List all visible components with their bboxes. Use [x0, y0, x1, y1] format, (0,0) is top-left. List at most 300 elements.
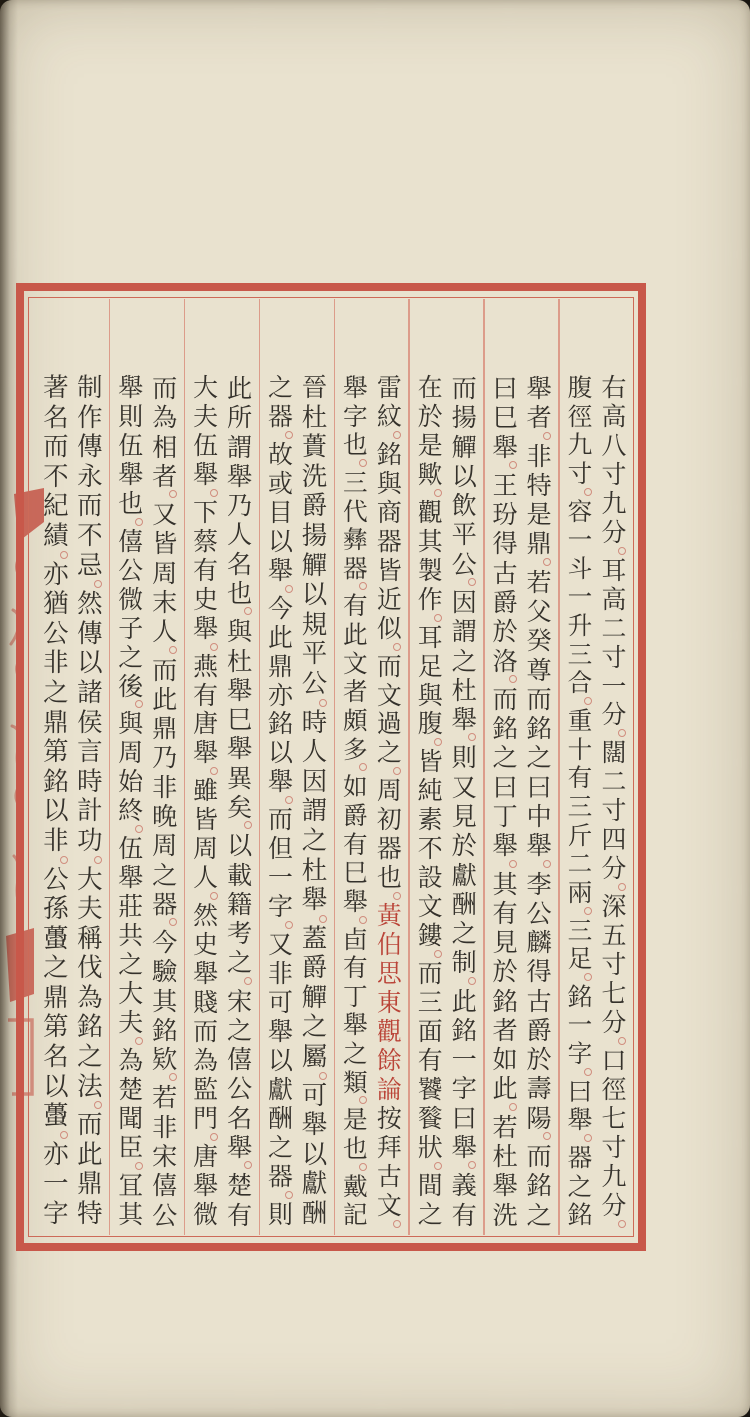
han-character: 舉 — [193, 613, 219, 643]
punctuation-circle — [244, 1161, 252, 1169]
han-character: 之 — [567, 1171, 593, 1201]
han-character: 共 — [118, 921, 144, 951]
han-character: 字 — [268, 892, 293, 922]
han-character: 公 — [526, 898, 552, 928]
han-character: 舉 — [451, 1133, 477, 1163]
han-character: 銘 — [152, 1015, 178, 1045]
han-character: 因 — [301, 766, 328, 797]
han-character: 見 — [492, 928, 518, 958]
han-character: 耳 — [417, 622, 443, 652]
punctuation-circle — [509, 675, 517, 683]
han-character: 容 — [567, 496, 593, 526]
han-character: 與 — [118, 709, 144, 739]
punctuation-circle — [618, 883, 626, 891]
han-character: 而 — [77, 1110, 103, 1141]
han-character: 則 — [268, 1199, 293, 1229]
punctuation-circle — [584, 973, 592, 981]
han-character: 非 — [43, 825, 69, 856]
han-character: 作 — [417, 584, 443, 614]
han-character: 分 — [601, 517, 627, 547]
han-character: 文 — [343, 648, 368, 678]
han-character: 字 — [451, 1074, 477, 1104]
text-column-14 — [114, 374, 148, 1230]
han-character: 冝 — [118, 1170, 144, 1200]
han-character: 鼎 — [43, 982, 69, 1013]
punctuation-circle — [319, 1072, 327, 1080]
han-character: 晚 — [152, 801, 178, 831]
han-character: 者 — [526, 403, 552, 433]
han-character: 之 — [268, 1132, 293, 1162]
punctuation-circle — [319, 915, 327, 923]
han-character: 亦 — [268, 680, 293, 710]
han-character: 三 — [567, 639, 593, 669]
han-character: 屬 — [301, 1042, 328, 1073]
han-character: 按 — [376, 1103, 402, 1133]
han-character: 亦 — [43, 1139, 69, 1170]
han-character: 大 — [193, 373, 219, 402]
han-character: 周 — [376, 776, 402, 806]
han-character: 四 — [601, 825, 627, 855]
han-character: 舉 — [343, 1010, 368, 1040]
han-character: 鏤 — [417, 921, 443, 951]
han-character: 銘 — [492, 714, 518, 744]
text-column-2 — [563, 374, 597, 1230]
han-character: 銘 — [43, 766, 69, 797]
han-character: 法 — [77, 1071, 103, 1102]
han-character: 也 — [343, 430, 368, 460]
han-character: 與 — [417, 680, 443, 710]
han-character: 皆 — [193, 805, 219, 835]
han-character: 公 — [43, 618, 69, 649]
han-character: 三 — [417, 988, 443, 1018]
column-rule-line — [334, 299, 335, 1235]
han-character: 以 — [301, 1139, 328, 1170]
han-character: 此 — [343, 620, 368, 650]
han-character: 觶 — [301, 982, 328, 1013]
han-character: 舉 — [193, 1170, 219, 1200]
han-character: 分 — [601, 1190, 627, 1220]
han-character: 莊 — [118, 892, 144, 922]
han-character: 揚 — [301, 520, 328, 551]
han-character: 然 — [193, 901, 219, 931]
han-character: 觶 — [301, 550, 328, 581]
han-character: 若 — [492, 1112, 518, 1142]
han-character: 曰 — [567, 1076, 593, 1106]
han-character: 舉 — [227, 1133, 253, 1163]
han-character: 著 — [43, 373, 69, 403]
han-character: 曰 — [451, 1103, 477, 1133]
han-character: 鼎 — [152, 714, 178, 744]
han-character: 以 — [77, 648, 103, 679]
han-character: 李 — [526, 869, 552, 899]
han-character: 不 — [417, 834, 443, 864]
han-character: 洗 — [301, 461, 328, 492]
han-character: 觀 — [417, 497, 443, 527]
han-character: 夫 — [193, 401, 219, 431]
han-character: 酬 — [268, 1103, 293, 1133]
punctuation-circle — [468, 578, 476, 586]
han-character: 僖 — [152, 1171, 178, 1201]
han-character: 有 — [343, 953, 368, 983]
han-character: 狀 — [417, 1132, 443, 1162]
han-character: 孫 — [43, 894, 69, 925]
han-character: 尊 — [526, 655, 552, 685]
punctuation-circle — [210, 767, 218, 775]
han-character: 子 — [118, 613, 144, 643]
han-character: 觀 — [376, 1017, 402, 1047]
han-character: 公 — [227, 1074, 253, 1104]
han-character: 但 — [268, 834, 293, 864]
han-character: 頗 — [343, 706, 368, 736]
han-character: 之 — [227, 948, 253, 978]
han-character: 若 — [526, 567, 552, 597]
han-character: 與 — [227, 617, 253, 647]
han-character: 者 — [343, 677, 368, 707]
han-character: 酬 — [301, 1199, 328, 1230]
han-character: 舉 — [193, 738, 219, 768]
han-character: 之 — [43, 953, 69, 984]
punctuation-circle — [509, 1103, 517, 1111]
han-character: 不 — [43, 461, 69, 492]
han-character: 制 — [451, 948, 477, 978]
han-character: 饕 — [417, 1074, 443, 1104]
han-character: 器 — [152, 889, 178, 919]
han-character: 者 — [492, 1015, 518, 1045]
han-character: 舉 — [301, 1110, 328, 1141]
punctuation-circle — [434, 738, 442, 746]
han-character: 素 — [417, 805, 443, 835]
han-character: 一 — [268, 863, 293, 893]
han-character: 永 — [77, 461, 103, 492]
han-character: 舉 — [268, 555, 293, 585]
han-character: 於 — [492, 957, 518, 987]
han-character: 今 — [268, 593, 293, 623]
han-character: 又 — [268, 930, 293, 960]
han-character: 餘 — [376, 1045, 402, 1075]
han-character: 舉 — [227, 675, 253, 705]
han-character: 周 — [118, 738, 144, 768]
han-character: 而 — [526, 1142, 552, 1172]
han-character: 八 — [601, 430, 627, 460]
han-character: 臣 — [118, 1132, 144, 1162]
han-character: 銘 — [268, 709, 293, 739]
han-character: 功 — [77, 825, 103, 856]
punctuation-circle — [618, 729, 626, 737]
punctuation-circle — [393, 892, 401, 900]
punctuation-circle — [393, 767, 401, 775]
han-character: 中 — [526, 801, 552, 831]
han-character: 時 — [301, 707, 328, 738]
han-character: 銘 — [526, 1171, 552, 1201]
han-character: 謂 — [227, 432, 253, 462]
han-character: 九 — [601, 488, 627, 518]
han-character: 於 — [451, 831, 477, 861]
han-character: 人 — [193, 863, 219, 893]
han-character: 洛 — [492, 646, 518, 676]
han-character: 故 — [268, 439, 293, 469]
han-character: 分 — [601, 700, 627, 730]
han-character: 謂 — [451, 617, 477, 647]
han-character: 也 — [376, 863, 402, 893]
punctuation-circle — [135, 700, 143, 708]
punctuation-circle — [60, 1131, 68, 1139]
han-character: 純 — [417, 776, 443, 806]
han-character: 銘 — [492, 986, 518, 1016]
han-character: 一 — [567, 582, 593, 612]
han-character: 飲 — [451, 491, 477, 521]
han-character: 器 — [376, 834, 402, 864]
han-character: 可 — [301, 1080, 328, 1111]
han-character: 寸 — [601, 796, 627, 826]
han-character: 舉 — [118, 373, 144, 402]
han-character: 非 — [268, 959, 293, 989]
han-character: 稱 — [77, 923, 103, 954]
han-character: 微 — [193, 1199, 219, 1229]
han-character: 而 — [193, 1017, 219, 1047]
han-character: 有 — [193, 555, 219, 585]
han-character: 聞 — [118, 1103, 144, 1133]
han-character: 十 — [567, 734, 593, 764]
han-character: 見 — [451, 801, 477, 831]
han-character: 以 — [268, 526, 293, 556]
column-rule-line — [184, 299, 185, 1235]
han-character: 舉 — [268, 767, 293, 797]
han-character: 舉 — [193, 959, 219, 989]
han-character: 一 — [451, 1045, 477, 1075]
han-character: 是 — [343, 1105, 368, 1135]
han-character: 楚 — [227, 1171, 253, 1201]
punctuation-circle — [285, 796, 293, 804]
han-character: 所 — [227, 403, 253, 433]
han-character: 其 — [417, 526, 443, 556]
punctuation-circle — [210, 1133, 218, 1141]
han-character: 如 — [343, 772, 368, 802]
han-character: 而 — [268, 805, 293, 835]
han-character: 而 — [492, 684, 518, 714]
han-character: 績 — [43, 520, 69, 551]
han-character: 末 — [152, 587, 178, 617]
han-character: 玢 — [492, 500, 518, 530]
han-character: 文 — [376, 680, 402, 710]
han-character: 代 — [343, 496, 368, 526]
han-character: 口 — [601, 1045, 627, 1075]
han-character: 異 — [227, 763, 253, 793]
han-character: 壽 — [526, 1074, 552, 1104]
han-character: 史 — [193, 930, 219, 960]
han-character: 蕢 — [301, 432, 328, 463]
han-character: 侯 — [77, 707, 103, 738]
han-character: 過 — [376, 709, 402, 739]
han-character: 徑 — [601, 1074, 627, 1104]
han-character: 若 — [152, 1083, 178, 1113]
han-character: 癸 — [526, 626, 552, 656]
han-character: 名 — [227, 1103, 253, 1133]
han-character: 蓋 — [301, 923, 328, 954]
han-character: 分 — [601, 854, 627, 884]
punctuation-circle — [210, 489, 218, 497]
han-character: 雷 — [376, 373, 402, 402]
han-character: 七 — [601, 1103, 627, 1133]
han-character: 人 — [301, 737, 328, 768]
han-character: 舉 — [227, 461, 253, 491]
han-character: 僖 — [118, 526, 144, 556]
han-character: 舉 — [227, 734, 253, 764]
han-character: 麟 — [526, 928, 552, 958]
han-character: 乃 — [152, 743, 178, 773]
han-character: 公 — [152, 1200, 178, 1230]
han-character: 斤 — [567, 820, 593, 850]
han-character: 獻 — [301, 1169, 328, 1200]
han-character: 特 — [526, 470, 552, 500]
han-character: 初 — [376, 805, 402, 835]
han-character: 杜 — [301, 402, 328, 433]
han-character: 三 — [567, 791, 593, 821]
han-character: 猶 — [43, 589, 69, 620]
punctuation-circle — [319, 699, 327, 707]
punctuation-circle — [135, 1037, 143, 1045]
han-character: 巳 — [227, 705, 253, 735]
han-character: 後 — [118, 671, 144, 701]
punctuation-circle — [543, 432, 551, 440]
punctuation-circle — [94, 1101, 102, 1109]
han-character: 七 — [601, 979, 627, 1009]
punctuation-circle — [468, 733, 476, 741]
han-character: 有 — [343, 829, 368, 859]
han-character: 一 — [43, 1169, 69, 1200]
han-character: 舉 — [268, 1017, 293, 1047]
han-character: 此 — [152, 684, 178, 714]
han-character: 名 — [43, 402, 69, 433]
han-character: 之 — [268, 373, 293, 402]
han-character: 雖 — [193, 776, 219, 806]
han-character: 商 — [376, 497, 402, 527]
han-character: 目 — [268, 497, 293, 527]
han-character: 皆 — [376, 555, 402, 585]
han-character: 史 — [193, 584, 219, 614]
han-character: 類 — [343, 1067, 368, 1097]
han-character: 寸 — [601, 642, 627, 672]
han-character: 第 — [43, 1012, 69, 1043]
han-character: 得 — [492, 529, 518, 559]
han-character: 周 — [193, 834, 219, 864]
han-character: 有 — [343, 591, 368, 621]
han-character: 諸 — [77, 677, 103, 708]
han-character: 舉 — [343, 373, 368, 402]
column-rule-line — [109, 299, 110, 1235]
han-character: 有 — [193, 680, 219, 710]
han-character: 宋 — [152, 1142, 178, 1172]
han-character: 或 — [268, 468, 293, 498]
han-character: 於 — [417, 401, 443, 431]
han-character: 下 — [193, 497, 219, 527]
han-character: 也 — [343, 1134, 368, 1164]
text-column-12 — [189, 374, 223, 1230]
han-character: 杜 — [451, 675, 477, 705]
text-column-10 — [264, 374, 298, 1230]
han-character: 有 — [227, 1200, 253, 1230]
han-character: 寸 — [567, 458, 593, 488]
han-character: 宋 — [227, 986, 253, 1016]
han-character: 之 — [152, 860, 178, 890]
han-character: 不 — [77, 520, 103, 551]
punctuation-circle — [210, 643, 218, 651]
text-column-3 — [522, 374, 556, 1230]
han-character: 銘 — [567, 1200, 593, 1230]
han-character: 思 — [376, 959, 402, 989]
han-character: 作 — [77, 402, 103, 433]
punctuation-circle — [244, 607, 252, 615]
han-character: 設 — [417, 863, 443, 893]
han-character: 爵 — [526, 1015, 552, 1045]
han-character: 驗 — [152, 957, 178, 987]
han-character: 有 — [417, 1045, 443, 1075]
han-character: 之 — [227, 1015, 253, 1045]
text-column-5 — [447, 374, 481, 1230]
han-character: 公 — [118, 555, 144, 585]
han-character: 爵 — [492, 587, 518, 617]
han-character: 二 — [601, 613, 627, 643]
han-character: 之 — [492, 743, 518, 773]
han-character: 揚 — [451, 403, 477, 433]
han-character: 微 — [118, 584, 144, 614]
han-character: 則 — [118, 401, 144, 431]
han-character: 之 — [118, 642, 144, 672]
han-character: 大 — [77, 864, 103, 895]
han-character: 一 — [601, 671, 627, 701]
han-character: 與 — [376, 468, 402, 498]
han-character: 舉 — [193, 459, 219, 489]
han-character: 有 — [451, 1200, 477, 1230]
han-character: 兩 — [567, 877, 593, 907]
han-character: 之 — [417, 1199, 443, 1229]
han-character: 而 — [417, 959, 443, 989]
han-character: 也 — [227, 578, 253, 608]
han-character: 東 — [376, 988, 402, 1018]
text-column-13 — [148, 374, 182, 1230]
han-character: 寸 — [601, 459, 627, 489]
punctuation-circle — [169, 646, 177, 654]
han-character: 舉 — [492, 1171, 518, 1201]
han-character: 似 — [376, 613, 402, 643]
han-character: 制 — [77, 373, 103, 403]
han-character: 爵 — [301, 491, 328, 522]
han-character: 之 — [301, 1012, 328, 1043]
han-character: 曰 — [526, 772, 552, 802]
han-character: 而 — [152, 374, 178, 403]
han-character: 僖 — [227, 1045, 253, 1075]
punctuation-circle — [584, 1134, 592, 1142]
han-character: 杜 — [301, 855, 328, 886]
han-character: 者 — [152, 461, 178, 491]
han-character: 舉 — [301, 885, 328, 916]
punctuation-circle — [135, 825, 143, 833]
punctuation-circle — [434, 1162, 442, 1170]
han-character: 而 — [376, 651, 402, 681]
han-character: 今 — [152, 928, 178, 958]
han-character: 陽 — [526, 1103, 552, 1133]
han-character: 曰 — [492, 772, 518, 802]
han-character: 人 — [227, 520, 253, 550]
punctuation-circle — [359, 763, 367, 771]
han-character: 夫 — [118, 1008, 144, 1038]
punctuation-circle — [584, 488, 592, 496]
han-character: 得 — [526, 957, 552, 987]
han-character: 時 — [77, 766, 103, 797]
han-character: 相 — [152, 432, 178, 462]
han-character: 因 — [451, 587, 477, 617]
han-character: 高 — [601, 401, 627, 431]
han-character: 曰 — [492, 374, 518, 403]
